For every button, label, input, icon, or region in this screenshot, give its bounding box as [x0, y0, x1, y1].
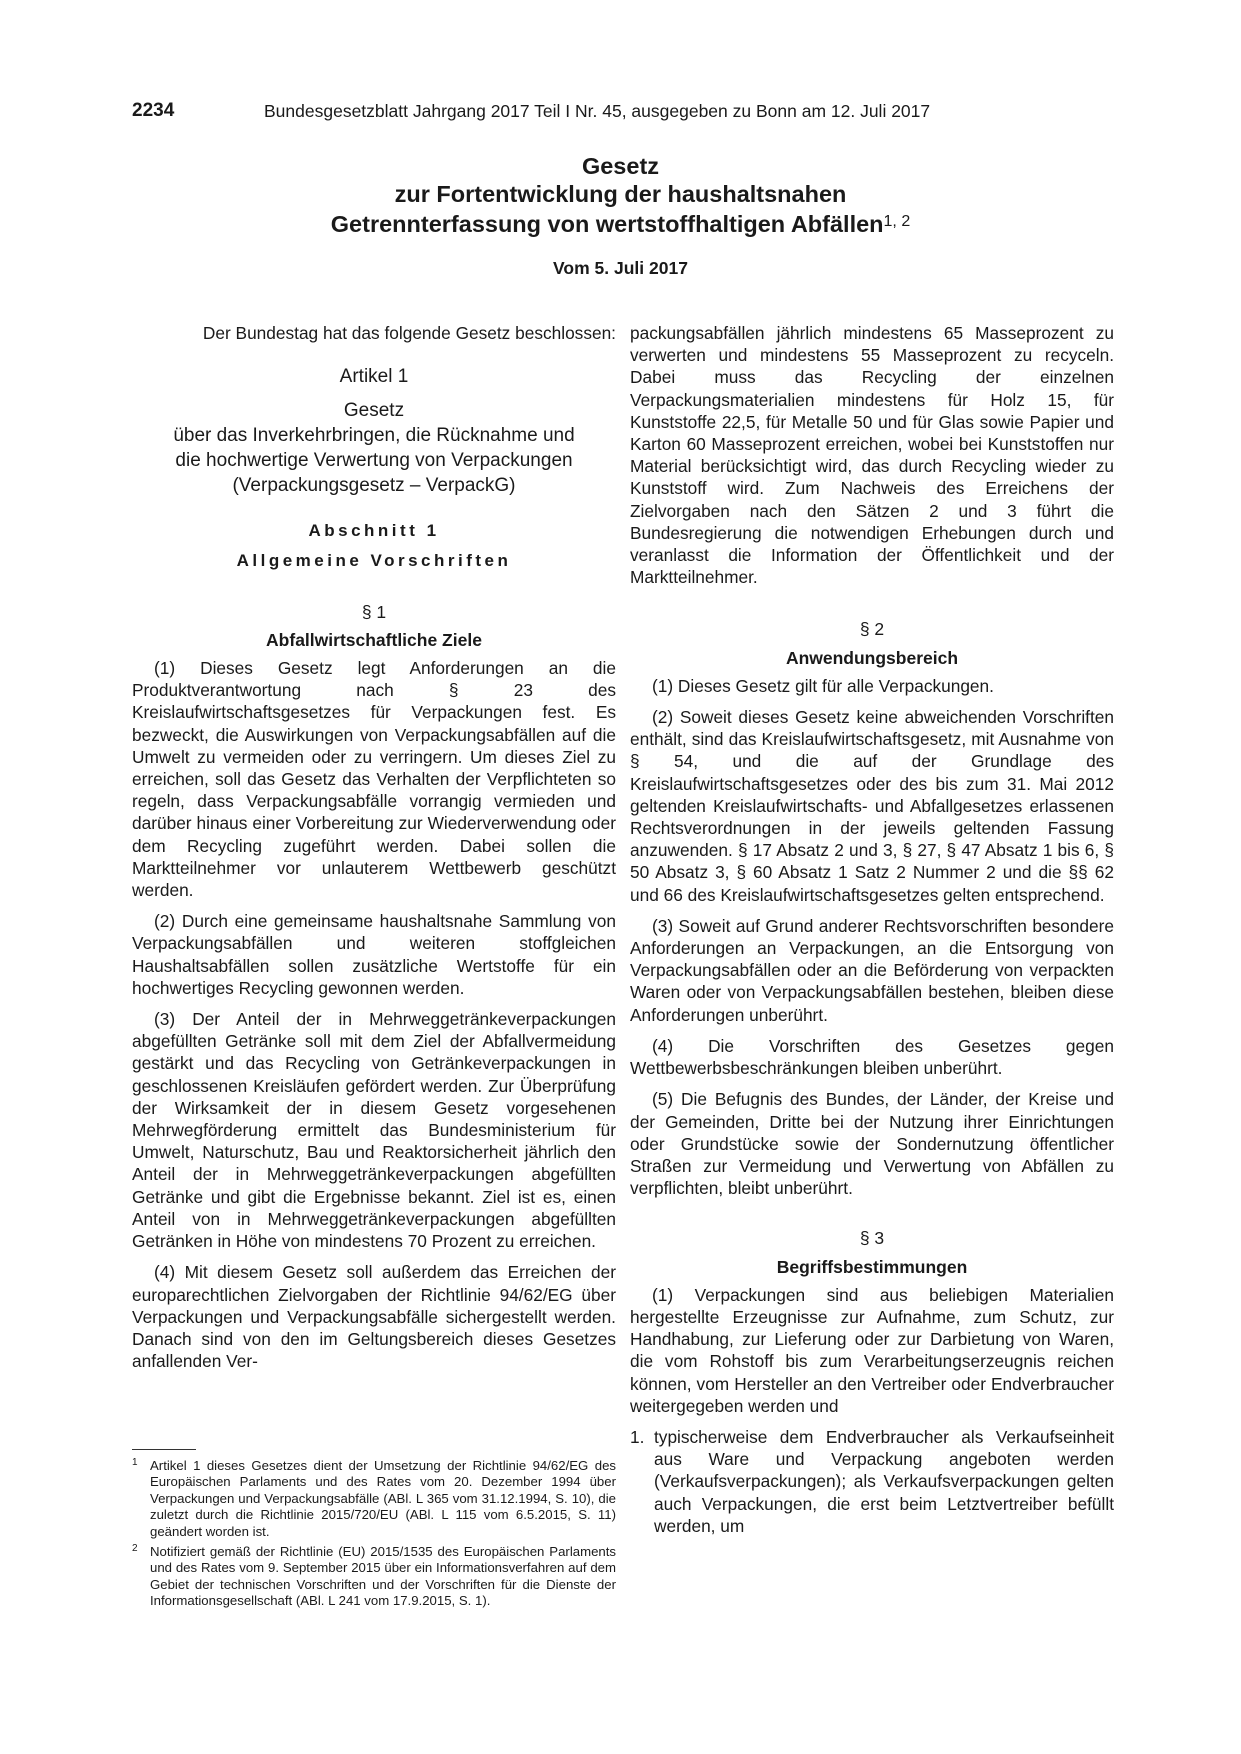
- page-number: 2234: [132, 100, 175, 121]
- enactment-clause: Der Bundestag hat das folgende Gesetz beschlossen:: [202, 323, 616, 343]
- paragraph-symbol-2: § 2: [859, 619, 885, 640]
- article-heading: Artikel 1: [339, 366, 409, 388]
- paragraph-2-5: (5) Die Befugnis des Bundes, der Länder, der Kreise und der Gemeinden, Dritte bei der Nutzung ihrer Einrichtungen oder Grundstücke sowie der Sondernutzung öffentlicher Straßen zur Vermeidung und Verwertung von Abfällen zu verpflichten, bleibt unberührt.: [630, 1089, 1114, 1199]
- paragraph-1-4: (4) Mit diesem Gesetz soll außerdem das Erreichen der europarechtlichen Zielvorgaben der Richtlinie 94/62/EG über Verpackungen und Verpackungsabfälle sichergestellt werden. Danach sind von den im Geltungsbereich dieses Gesetzes anfallenden Ver-: [132, 1262, 616, 1372]
- article-title: [132, 398, 616, 498]
- footnote-mark: 2: [132, 1543, 138, 1555]
- article-title-line: Gesetz: [343, 400, 405, 422]
- paragraph-2-4: (4) Die Vorschriften des Gesetzes gegen Wettbewerbsbeschränkungen bleiben unberührt.: [630, 1035, 1114, 1079]
- footnote-divider: [132, 1449, 196, 1450]
- article-title-line: die hochwertige Verwertung von Verpackungen: [175, 450, 573, 472]
- paragraph-1-4-continued: packungsabfällen jährlich mindestens 65 Masseprozent zu verwerten und mindestens 55 Masseprozent zu recyceln. Dabei muss das Recycling der einzelnen Verpackungsmaterialien mindestens für Holz 15, für Kunststoffe 22,5, für Metalle 50 und für Glas sowie Papier und Karton 60 Masseprozent erreichen, wobei bei Kunststoffen nur Material berücksichtigt wird, das durch Recycling wieder zu Kunststoff wird. Zum Nachweis des Erreichens der Zielvorgaben nach den Sätzen 2 und 3 führt die Bundesregierung die notwendigen Erhebungen durch und veranlasst die Information der Öffentlichkeit und der Marktteilnehmer.: [630, 323, 1114, 588]
- footnote: [132, 1458, 616, 1540]
- paragraph-title-1: Abfallwirtschaftliche Ziele: [266, 629, 482, 650]
- section-name: Allgemeine Vorschriften: [236, 551, 512, 571]
- page-header: [132, 100, 1132, 122]
- left-column: [132, 322, 616, 1372]
- paragraph-1-2: (2) Durch eine gemeinsame haushaltsnahe Sammlung von Verpackungsabfällen und weiteren stoffgleichen Haushaltsabfällen sollen zusätzliche Wertstoffe für ein hochwertiges Recycling gewonnen werden.: [132, 911, 616, 998]
- paragraph-3-1: (1) Verpackungen sind aus beliebigen Materialien hergestellte Erzeugnisse zur Aufnahme, zum Schutz, zur Handhabung, zur Lieferung oder zur Darbietung von Waren, die vom Rohstoff bis zum Verarbeitungserzeugnis reichen können, vom Hersteller an den Vertreiber oder Endverbraucher weitergegeben werden und: [630, 1284, 1114, 1416]
- publication-line: Bundesgesetzblatt Jahrgang 2017 Teil I Nr. 45, ausgegeben zu Bonn am 12. Juli 2017: [264, 101, 931, 121]
- title-line-2: zur Fortentwicklung der haushaltsnahen: [394, 181, 847, 207]
- list-item: [630, 1426, 1114, 1537]
- right-column: [630, 322, 1114, 1537]
- title-line-1: Gesetz: [581, 153, 660, 179]
- title-line-3-text: Getrennterfassung von wertstoffhaltigen Abfällen: [330, 211, 884, 237]
- article-title-line: über das Inverkehrbringen, die Rücknahme und: [173, 425, 575, 447]
- title-line-3: [0, 208, 1241, 238]
- paragraph-symbol-1: § 1: [361, 601, 387, 622]
- title-footnote-refs: 1, 2: [883, 213, 911, 230]
- footnote-text: Notifiziert gemäß der Richtlinie (EU) 2015/1535 des Europäischen Parlaments und des Rates vom 9. September 2015 über ein Informationsverfahren auf dem Gebiet der technischen Vorschriften und der Vorschriften für die Dienste der Informationsgesellschaft (ABl. L 241 vom 17.9.2015, S. 1).: [150, 1544, 616, 1609]
- list-item-text: typischerweise dem Endverbraucher als Verkaufseinheit aus Ware und Verpackung angeboten werden (Verkaufsverpackungen); als Verkaufsverpackungen gelten auch Verpackungen, die erst beim Letztvertreiber befüllt werden, um: [654, 1426, 1114, 1536]
- paragraph-1-1: (1) Dieses Gesetz legt Anforderungen an die Produktverantwortung nach § 23 des Kreislaufwirtschaftsgesetzes für Verpackungen fest. Es bezweckt, die Auswirkungen von Verpackungsabfällen auf die Umwelt zu vermeiden oder zu verringern. Um dieses Ziel zu erreichen, soll das Gesetz das Verhalten der Verpflichteten so regeln, dass Verpackungsabfälle vorrangig vermieden und darüber hinaus einer Vorbereitung zur Wiederverwendung oder dem Recycling zugeführt werden. Dabei sollen die Marktteilnehmer vor unlauterem Wettbewerb geschützt werden.: [132, 658, 616, 901]
- paragraph-1-3: (3) Der Anteil der in Mehrweggetränkeverpackungen abgefüllten Getränke soll mit dem Ziel der Abfallvermeidung gestärkt und das Recycling von Getränkeverpackungen in geschlossenen Kreisläufen gefördert werden. Zur Überprüfung der Wirksamkeit der in diesem Gesetz vorgesehenen Mehrwegförderung ermittelt das Bundesministerium für Umwelt, Naturschutz, Bau und Reaktorsicherheit jährlich den Anteil der in Mehrweggetränkeverpackungen abgefüllten Getränke und gibt die Ergebnisse bekannt. Ziel ist es, einen Anteil von in Mehrweggetränkeverpackungen abgefüllten Getränken in Höhe von mindestens 70 Prozent zu erreichen.: [132, 1009, 616, 1252]
- paragraph-2-2: (2) Soweit dieses Gesetz keine abweichenden Vorschriften enthält, sind das Kreislaufwirtschaftsgesetz, mit Ausnahme von § 54, und die auf der Grundlage des Kreislaufwirtschaftsgesetzes oder des bis zum 31. Mai 2012 geltenden Kreislaufwirtschafts- und Abfallgesetzes erlassenen Rechtsverordnungen in der jeweils geltenden Fassung anzuwenden. § 17 Absatz 2 und 3, § 27, § 47 Absatz 1 bis 6, § 50 Absatz 3, § 60 Absatz 1 Satz 2 Nummer 2 und die §§ 62 und 66 des Kreislaufwirtschaftsgesetzes gelten entsprechend.: [630, 707, 1114, 905]
- paragraph-title-3: Begriffsbestimmungen: [776, 1256, 968, 1277]
- law-date: Vom 5. Juli 2017: [553, 258, 688, 278]
- section-label: Abschnitt 1: [308, 521, 440, 541]
- paragraph-title-2: Anwendungsbereich: [785, 647, 959, 668]
- paragraph-symbol-3: § 3: [859, 1228, 885, 1249]
- list-item-number: 1.: [630, 1426, 645, 1447]
- law-title: [0, 152, 1241, 238]
- footnotes: [132, 1458, 616, 1614]
- paragraph-2-3: (3) Soweit auf Grund anderer Rechtsvorschriften besondere Anforderungen an Verpackungen, an die Entsorgung von Verpackungsabfällen oder an die Beförderung von verpackten Waren oder von Verpackungsabfällen bestehen, bleiben diese Anforderungen unberührt.: [630, 915, 1114, 1025]
- footnote-mark: 1: [132, 1457, 138, 1468]
- paragraph-2-1: (1) Dieses Gesetz gilt für alle Verpackungen.: [652, 675, 994, 696]
- footnote: [132, 1544, 616, 1610]
- article-title-line: (Verpackungsgesetz – VerpackG): [232, 475, 516, 497]
- footnote-text: Artikel 1 dieses Gesetzes dient der Umsetzung der Richtlinie 94/62/EG des Europäischen Parlaments und des Rates vom 20. Dezember 1994 über Verpackungen und Verpackungsabfälle (ABl. L 365 vom 31.12.1994, S. 10), die zuletzt durch die Richtlinie 2015/720/EU (ABl. L 115 vom 6.5.2015, S. 11) geändert worden ist.: [150, 1458, 616, 1539]
